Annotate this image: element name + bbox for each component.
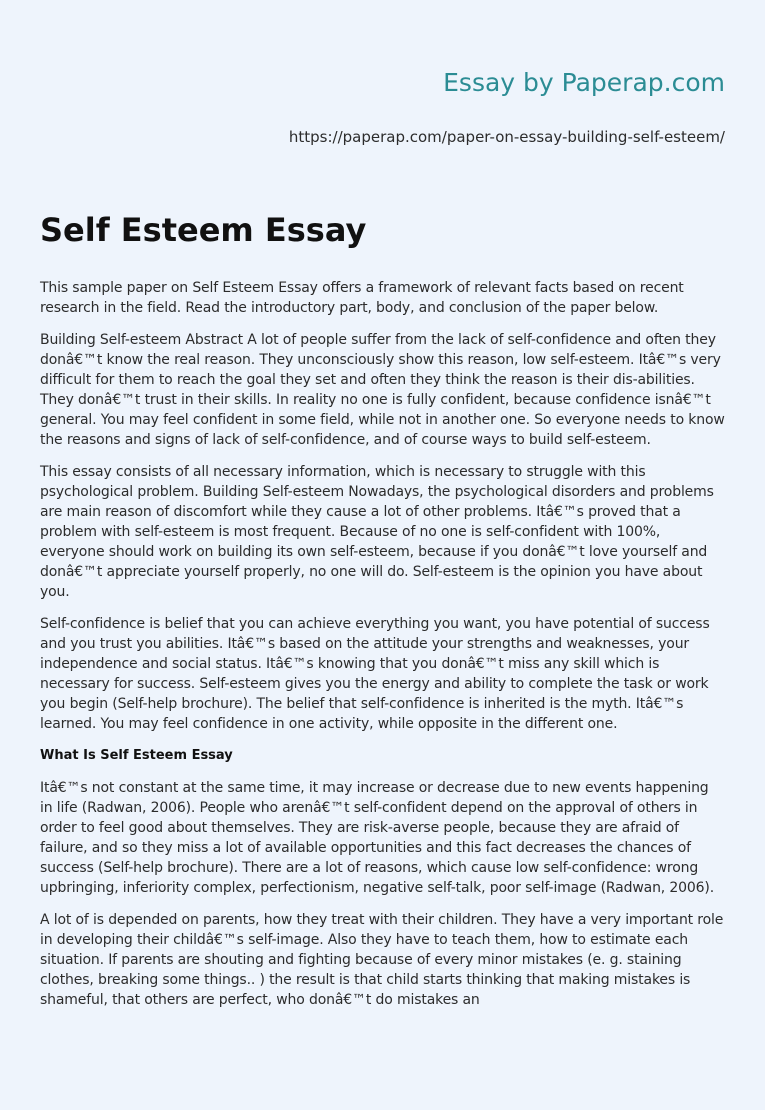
source-url-link[interactable]: https://paperap.com/paper-on-essay-building-self-esteem/: [288, 128, 725, 146]
body-paragraph-5: A lot of is depended on parents, how they treat with their children. They have a very important role in developing their childâ€™s self-image. Also they have to teach them, how to estimate each situation. If parents are shouting and fighting because of every minor mistakes (e. g. staining clothes, breaking some things.. ) the result is that child starts thinking that making mistakes is shameful, that others are perfect, who donâ€™t do mistakes an: [40, 912, 724, 1008]
essay-body: [40, 278, 725, 1022]
body-paragraph-3: Self-confidence is belief that you can achieve everything you want, you have potential of success and you trust you abilities. Itâ€™s based on the attitude your strengths and weaknesses, your independence and social status. Itâ€™s knowing that you donâ€™t miss any skill which is necessary for success. Self-esteem gives you the energy and ability to complete the task or work you begin (Self-help brochure). The belief that self-confidence is inherited is the myth. Itâ€™s learned. You may feel confidence in one activity, while opposite in the different one.: [40, 616, 710, 732]
intro-paragraph: This sample paper on Self Esteem Essay offers a framework of relevant facts based on recent research in the field. Read the introductory part, body, and conclusion of the paper below.: [40, 280, 684, 316]
section-subheading: What Is Self Esteem Essay: [40, 748, 233, 763]
site-brand-link[interactable]: Essay by Paperap.com: [443, 68, 725, 97]
body-paragraph-1: Building Self-esteem Abstract A lot of people suffer from the lack of self-confidence and often they donâ€™t know the real reason. They unconsciously show this reason, low self-esteem. Itâ€™s very difficult for them to reach the goal they set and often they think the reason is their dis-abilities. They donâ€™t trust in their skills. In reality no one is fully confident, because confidence isnâ€™t general. You may feel confident in some field, while not in another one. So everyone needs to know the reasons and signs of lack of self-confidence, and of course ways to build self-esteem.: [40, 332, 725, 448]
page-title: Self Esteem Essay: [40, 211, 367, 249]
body-paragraph-2: This essay consists of all necessary information, which is necessary to struggle with this psychological problem. Building Self-esteem Nowadays, the psychological disorders and problems are main reason of discomfort while they cause a lot of other problems. Itâ€™s proved that a problem with self-esteem is most frequent. Because of no one is self-confident with 100%, everyone should work on building its own self-esteem, because if you donâ€™t love yourself and donâ€™t appreciate yourself properly, no one will do. Self-esteem is the opinion you have about you.: [40, 464, 714, 600]
body-paragraph-4: Itâ€™s not constant at the same time, it may increase or decrease due to new events happening in life (Radwan, 2006). People who arenâ€™t self-confident depend on the approval of others in order to feel good about themselves. They are risk-averse people, because they are afraid of failure, and so they miss a lot of available opportunities and this fact decreases the chances of success (Self-help brochure). There are a lot of reasons, which cause low self-confidence: wrong upbringing, inferiority complex, perfectionism, negative self-talk, poor self-image (Radwan, 2006).: [40, 780, 715, 896]
